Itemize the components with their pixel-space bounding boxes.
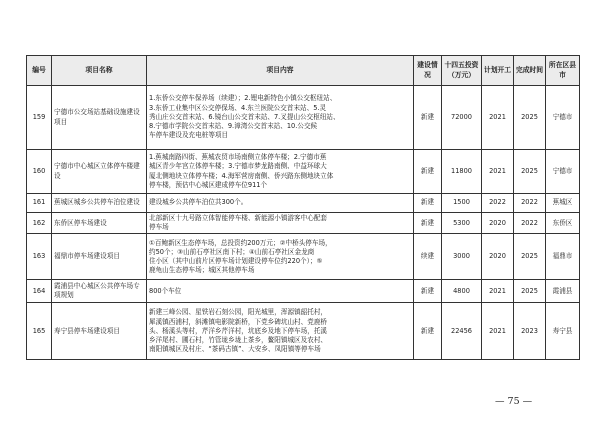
project-name: 宁德市中心城区立体停车楼建设 <box>52 150 147 194</box>
row-number: 163 <box>27 234 52 280</box>
header-number: 编号 <box>27 56 52 86</box>
project-name: 宁德市公交场站基础设施建设项目 <box>52 86 147 150</box>
row-number: 160 <box>27 150 52 194</box>
project-content-line: 1.东侨公交停车保养场（续建）；2.锂电新特色小镇公交枢纽站、 <box>149 94 337 103</box>
project-content-line: 800个车位 <box>149 286 182 295</box>
project-content-line: 建设城乡公共停车泊位共300个。 <box>149 198 248 207</box>
investment-amount: 72000 <box>442 86 482 150</box>
header-planned-start: 计划开工 <box>482 56 514 86</box>
location: 寿宁县 <box>546 303 580 360</box>
project-content-line: 车停车建设及充电桩等项目 <box>149 131 229 140</box>
project-content-line: 厦北侧地块立体停车楼；4.海军营房南侧、侨兴路东侧地块立体 <box>149 171 334 180</box>
project-content-line: 乡洋尾村、圃石村，竹管垅乡垅上茶乡，鳌阳镇城区及农村、 <box>149 336 328 344</box>
project-content <box>147 86 414 150</box>
build-status: 新建 <box>414 86 442 150</box>
completion-year: 2025 <box>514 86 546 150</box>
project-name: 蕉城区城乡公共停车泊位建设 <box>52 194 147 213</box>
completion-year: 2025 <box>514 280 546 303</box>
build-status: 新建 <box>414 213 442 234</box>
header-project-name: 项目名称 <box>52 56 147 86</box>
project-table <box>26 55 580 360</box>
row-number: 159 <box>27 86 52 150</box>
location: 蕉城区 <box>546 194 580 213</box>
table-row <box>27 303 580 360</box>
investment-amount: 11800 <box>442 150 482 194</box>
header-location: 所在区县市 <box>546 56 580 86</box>
project-content-line: 秀山庄公交首末站、6.镜台山公交首末站、7.叉提山公交枢纽站、 <box>149 112 340 121</box>
project-content-line: 城区青少年宫立体停车楼；3.宁德市梦龙路南侧、中益环球大 <box>149 162 327 171</box>
row-number: 164 <box>27 280 52 303</box>
row-number: 162 <box>27 213 52 234</box>
planned-start-year: 2021 <box>482 303 514 360</box>
project-content <box>147 150 414 194</box>
planned-start-year: 2022 <box>482 194 514 213</box>
investment-amount: 4800 <box>442 280 482 303</box>
row-number: 161 <box>27 194 52 213</box>
completion-year: 2022 <box>514 194 546 213</box>
build-status: 新建 <box>414 194 442 213</box>
location: 东侨区 <box>546 213 580 234</box>
project-content-line: 头、杨溪头等村，芹洋乡芹洋村，坑底乡及地下停车场，托溪 <box>149 326 328 335</box>
project-content-line: 3.东侨工业集中区公交停保场、4.东兰医院公交首末站、5.灵 <box>149 103 327 112</box>
project-content-line: 停车场 <box>149 223 169 232</box>
header-completion-time: 完成时间 <box>514 56 546 86</box>
project-content <box>147 280 414 303</box>
header-build-status: 建设情况 <box>414 56 442 86</box>
table-row <box>27 213 580 234</box>
project-content <box>147 303 414 360</box>
project-content <box>147 213 414 234</box>
completion-year: 2022 <box>514 213 546 234</box>
table-row <box>27 150 580 194</box>
investment-amount: 3000 <box>442 234 482 280</box>
completion-year: 2023 <box>514 303 546 360</box>
project-content-line: 约50个；③山前石亭社区南下村；④山前石亭社区金龙商 <box>149 247 315 256</box>
project-content-line: 8.宁德市学院公交首末站、9.漳湾公交首末站、10.公交候 <box>149 122 318 131</box>
table-row <box>27 234 580 280</box>
planned-start-year: 2021 <box>482 150 514 194</box>
project-content-line: 住小区（其中山前片区停车场计划建设停车位约220个）；⑤ <box>149 256 323 265</box>
investment-amount: 1500 <box>442 194 482 213</box>
project-content-line: 北部新区十九号路立体智能停车楼、新能源小镇游客中心配套 <box>149 214 328 222</box>
location: 宁德市 <box>546 86 580 150</box>
page-number: — 75 — <box>495 396 533 407</box>
location: 宁德市 <box>546 150 580 194</box>
investment-amount: 22456 <box>442 303 482 360</box>
project-content <box>147 194 414 213</box>
project-content-line: 鹿龟山生态停车场；城区其他停车场 <box>149 266 255 275</box>
project-name: 霞浦县中心城区公共停车场专项规划 <box>52 280 147 303</box>
project-content-line: 停车楼，预估中心城区建成停车位911个 <box>149 180 268 189</box>
project-content-line: 犀溪镇西浦村，斜滩镇电影院新桥，下党乡碑坑山村、党鹿桥 <box>149 317 328 326</box>
project-content-line: ①百鲍新区生态停车场，总投资约200万元；②中桥头停车场， <box>149 238 332 247</box>
table-row <box>27 86 580 150</box>
project-name: 东侨区停车场建设 <box>52 213 147 234</box>
build-status: 新建 <box>414 303 442 360</box>
project-content <box>147 234 414 280</box>
project-name: 寿宁县停车场建设项目 <box>52 303 147 360</box>
build-status: 新建 <box>414 150 442 194</box>
investment-amount: 5300 <box>442 213 482 234</box>
location: 霞浦县 <box>546 280 580 303</box>
completion-year: 2025 <box>514 234 546 280</box>
project-content-line: 新建三峰公园、星铁岩石刻公园，阳光城里，浑源镇韶托村， <box>149 308 328 317</box>
planned-start-year: 2020 <box>482 213 514 234</box>
completion-year: 2025 <box>514 150 546 194</box>
header-project-content: 项目内容 <box>147 56 414 86</box>
project-content-line: 1.蕉城南路四街、蕉城农贸市场南侧立体停车楼；2.宁德市蕉 <box>149 153 327 162</box>
project-content-line: 南阳镇城区及村庄、“茶码古镇”、大安乡、凤阳镇等停车场 <box>149 345 321 354</box>
location: 福鼎市 <box>546 234 580 280</box>
planned-start-year: 2021 <box>482 86 514 150</box>
table-row <box>27 280 580 303</box>
header-investment: 十四五投资（万元） <box>442 56 482 86</box>
row-number: 165 <box>27 303 52 360</box>
planned-start-year: 2020 <box>482 234 514 280</box>
build-status: 续建 <box>414 234 442 280</box>
table-header-row <box>27 56 580 86</box>
build-status: 新建 <box>414 280 442 303</box>
table-row <box>27 194 580 213</box>
project-name: 福鼎市停车场建设项目 <box>52 234 147 280</box>
planned-start-year: 2021 <box>482 280 514 303</box>
